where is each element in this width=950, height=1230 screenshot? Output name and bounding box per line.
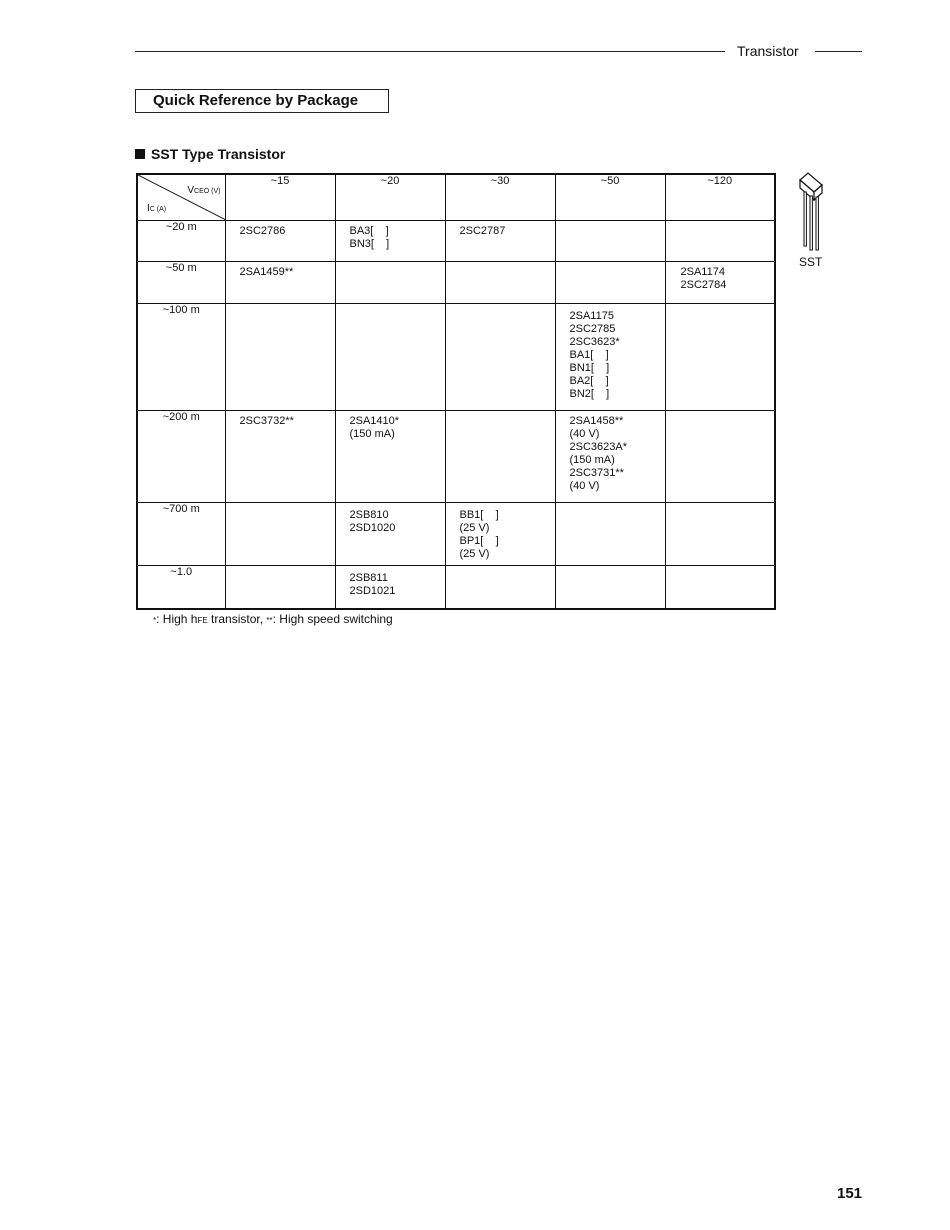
part-number: (150 mA) xyxy=(349,428,395,440)
table-cell xyxy=(555,503,665,566)
column-header: ~20 xyxy=(335,174,445,221)
page-number: 151 xyxy=(837,1185,863,1202)
table-row xyxy=(137,503,775,566)
section-title-text: SST Type Transistor xyxy=(151,146,286,162)
footnote-hfe-sub: FE xyxy=(197,616,208,625)
cell-content xyxy=(556,566,665,572)
cell-content xyxy=(556,304,665,401)
part-number: (25 V) xyxy=(459,548,490,560)
table-cell xyxy=(665,566,775,610)
part-number: (40 V) xyxy=(569,428,600,440)
corner-cell xyxy=(137,174,225,221)
cell-content xyxy=(336,566,445,598)
cell-content xyxy=(446,221,555,238)
table-cell xyxy=(335,262,445,304)
part-number: 2SB810 xyxy=(349,509,389,521)
table-row xyxy=(137,221,775,262)
cell-content xyxy=(446,262,555,266)
table-cell xyxy=(445,262,555,304)
cell-content xyxy=(336,411,445,441)
cell-content xyxy=(666,221,775,225)
part-number: 2SD1021 xyxy=(349,585,396,597)
part-number: 2SC2785 xyxy=(569,323,616,335)
footnote-mark-single: * xyxy=(153,616,157,625)
column-header: ~120 xyxy=(665,174,775,221)
table-row xyxy=(137,304,775,411)
part-number: 2SC3732** xyxy=(239,415,294,427)
header-label: Transistor xyxy=(737,43,799,59)
part-number: BA2[ ] xyxy=(569,375,609,387)
cell-content xyxy=(446,304,555,310)
column-header: ~30 xyxy=(445,174,555,221)
footnote-text-3: : High speed switching xyxy=(272,612,393,626)
ic-label xyxy=(147,202,166,216)
cell-content xyxy=(336,503,445,535)
part-number: (40 V) xyxy=(569,480,600,492)
column-header: ~15 xyxy=(225,174,335,221)
ic-main: I xyxy=(147,203,150,214)
cell-content xyxy=(226,304,335,310)
table-cell xyxy=(225,566,335,610)
row-header: ~700 m xyxy=(137,503,225,566)
cell-content xyxy=(226,221,335,238)
cell-content xyxy=(666,503,775,509)
table-cell xyxy=(225,262,335,304)
cell-content xyxy=(666,411,775,415)
part-number: 2SD1020 xyxy=(349,522,396,534)
table-row xyxy=(137,411,775,503)
table-cell xyxy=(555,262,665,304)
part-number: 2SA1459** xyxy=(239,266,294,278)
part-number: 2SC3623A* xyxy=(569,441,627,453)
table-cell xyxy=(225,411,335,503)
table-cell xyxy=(665,304,775,411)
footnote-mark-double: ** xyxy=(266,616,273,625)
part-number: 2SA1175 xyxy=(569,310,614,322)
table-cell xyxy=(445,221,555,262)
part-number: 2SA1458** xyxy=(569,415,624,427)
table-cell xyxy=(335,411,445,503)
cell-content xyxy=(226,503,335,509)
column-header: ~50 xyxy=(555,174,665,221)
cell-content xyxy=(226,262,335,279)
table-cell xyxy=(665,262,775,304)
part-number: BN2[ ] xyxy=(569,388,610,400)
part-number: 2SA1174 xyxy=(680,266,725,278)
table-cell xyxy=(445,566,555,610)
footnote-text-1: : High h xyxy=(156,612,198,626)
table-cell xyxy=(665,221,775,262)
table-cell xyxy=(225,503,335,566)
table-cell xyxy=(335,566,445,610)
part-number: BN3[ ] xyxy=(349,238,390,250)
table-cell xyxy=(555,411,665,503)
transistor-sst-package-icon xyxy=(796,170,826,252)
footnote xyxy=(153,612,393,628)
row-header: ~50 m xyxy=(137,262,225,304)
table-header-row xyxy=(137,174,775,221)
package-label: SST xyxy=(799,255,823,269)
part-number: (25 V) xyxy=(459,522,490,534)
part-number: BA1[ ] xyxy=(569,349,609,361)
footnote-text-2: transistor, xyxy=(207,612,267,626)
part-number: 2SB811 xyxy=(349,572,388,584)
part-number: BN1[ ] xyxy=(569,362,610,374)
part-number: 2SC3731** xyxy=(569,467,624,479)
row-header: ~200 m xyxy=(137,411,225,503)
part-number: BP1[ ] xyxy=(459,535,499,547)
table-cell xyxy=(445,411,555,503)
cell-content xyxy=(446,503,555,561)
table-cell xyxy=(445,503,555,566)
part-number: 2SC2784 xyxy=(680,279,727,291)
table-cell xyxy=(445,304,555,411)
row-header: ~20 m xyxy=(137,221,225,262)
square-bullet-icon xyxy=(135,149,145,159)
row-header: ~100 m xyxy=(137,304,225,411)
cell-content xyxy=(666,566,775,572)
part-number: 2SC2787 xyxy=(459,225,506,237)
cell-content xyxy=(226,411,335,428)
row-header: ~1.0 xyxy=(137,566,225,610)
table-cell xyxy=(225,304,335,411)
table-cell xyxy=(665,503,775,566)
cell-content xyxy=(556,221,665,225)
vceo-main: V xyxy=(187,185,195,196)
table-row xyxy=(137,566,775,610)
part-number: (150 mA) xyxy=(569,454,615,466)
header-rule-right xyxy=(815,51,862,52)
cell-content xyxy=(556,411,665,493)
cell-content xyxy=(446,566,555,572)
cell-content xyxy=(446,411,555,415)
part-number: 2SC3623* xyxy=(569,336,620,348)
cell-content xyxy=(226,566,335,572)
cell-content xyxy=(556,262,665,266)
part-number: 2SC2786 xyxy=(239,225,286,237)
table-cell xyxy=(225,221,335,262)
table-cell xyxy=(555,304,665,411)
cell-content xyxy=(336,304,445,310)
vceo-sub: CEO (V) xyxy=(194,188,221,195)
quick-reference-table xyxy=(136,173,776,610)
header-rule-left xyxy=(135,51,725,52)
table-cell xyxy=(555,221,665,262)
ic-sub: C (A) xyxy=(149,206,167,213)
table-cell xyxy=(555,566,665,610)
cell-content xyxy=(666,304,775,310)
page-title: Quick Reference by Package xyxy=(135,89,389,113)
cell-content xyxy=(556,503,665,509)
table-cell xyxy=(335,221,445,262)
table-row xyxy=(137,262,775,304)
table-cell xyxy=(335,503,445,566)
cell-content xyxy=(666,262,775,292)
section-title xyxy=(135,146,285,162)
part-number: BB1[ ] xyxy=(459,509,499,521)
cell-content xyxy=(336,262,445,266)
part-number: BA3[ ] xyxy=(349,225,389,237)
cell-content xyxy=(336,221,445,251)
vceo-label xyxy=(187,184,220,198)
part-number: 2SA1410* xyxy=(349,415,400,427)
table-cell xyxy=(665,411,775,503)
table-cell xyxy=(335,304,445,411)
